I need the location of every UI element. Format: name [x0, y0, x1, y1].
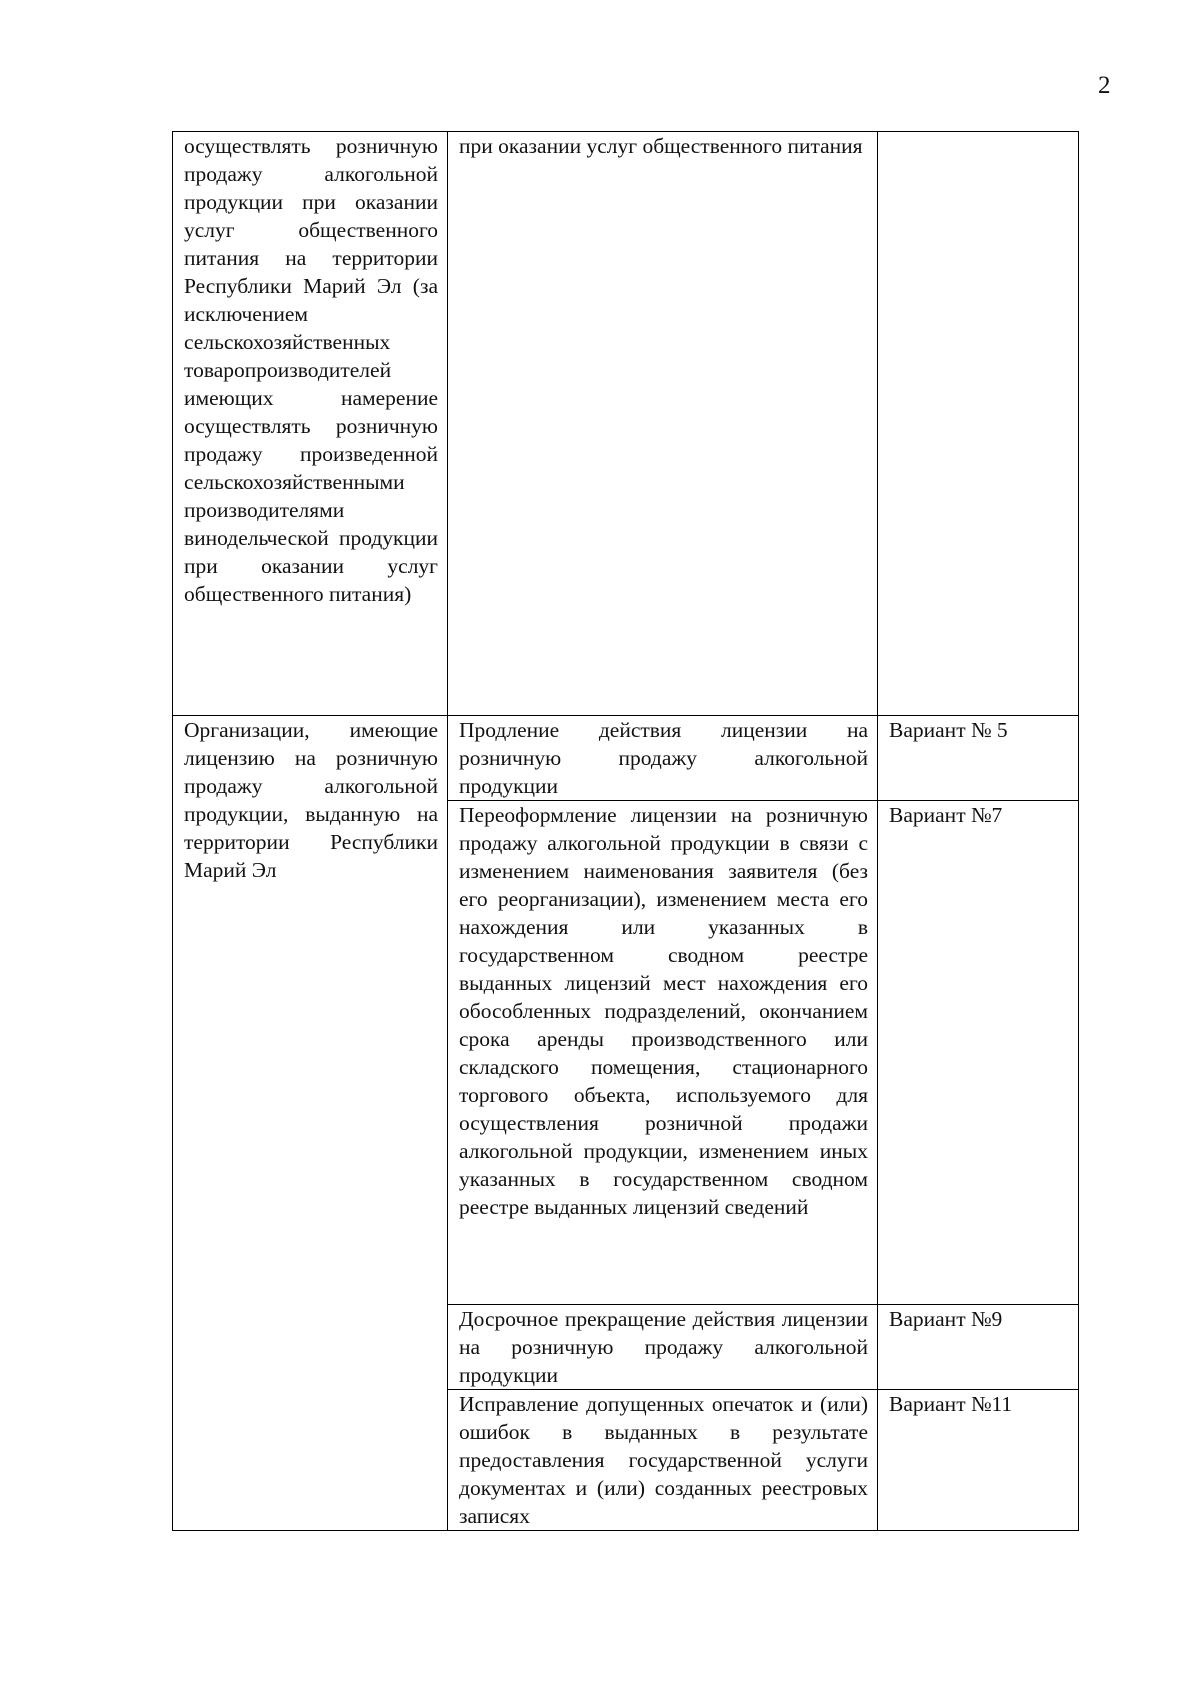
services-table — [172, 131, 1079, 1531]
applicant-cell: осуществлять розничную продажу алкогольной продукции при оказании услуг общественного питания на территории Республики Марий Эл (за исключением сельскохозяйственных товаропроизводителей имеющих намерение осуществлять розничную продажу произведенной сельскохозяйственными производителями винодельческой продукции при оказании услуг общественного питания) — [173, 132, 448, 716]
variant-cell: Вариант №9 — [878, 1305, 1079, 1390]
page-number: 2 — [1098, 72, 1111, 99]
applicant-cell: Организации, имеющие лицензию на розничную продажу алкогольной продукции, выданную на территории Республики Марий Эл — [173, 716, 448, 1531]
table-row — [173, 132, 1079, 716]
variant-cell: Вариант № 5 — [878, 716, 1079, 801]
variant-cell: Вариант №11 — [878, 1390, 1079, 1531]
purpose-cell: Переоформление лицензии на розничную продажу алкогольной продукции в связи с изменением наименования заявителя (без его реорганизации), изменением места его нахождения или указанных в государственном сводном реестре выданных лицензий мест нахождения его обособленных подразделений, окончанием срока аренды производственного или складского помещения, стационарного торгового объекта, используемого для осуществления розничной продажи алкогольной продукции, изменением иных указанных в государственном сводном реестре выданных лицензий сведений — [448, 801, 878, 1305]
purpose-cell: Исправление допущенных опечаток и (или) ошибок в выданных в результате предоставления государственной услуги документах и (или) созданных реестровых записях — [448, 1390, 878, 1531]
purpose-cell: при оказании услуг общественного питания — [448, 132, 878, 716]
purpose-cell: Продление действия лицензии на розничную продажу алкогольной продукции — [448, 716, 878, 801]
variant-cell — [878, 132, 1079, 716]
purpose-cell: Досрочное прекращение действия лицензии на розничную продажу алкогольной продукции — [448, 1305, 878, 1390]
variant-cell: Вариант №7 — [878, 801, 1079, 1305]
table-row — [173, 716, 1079, 801]
